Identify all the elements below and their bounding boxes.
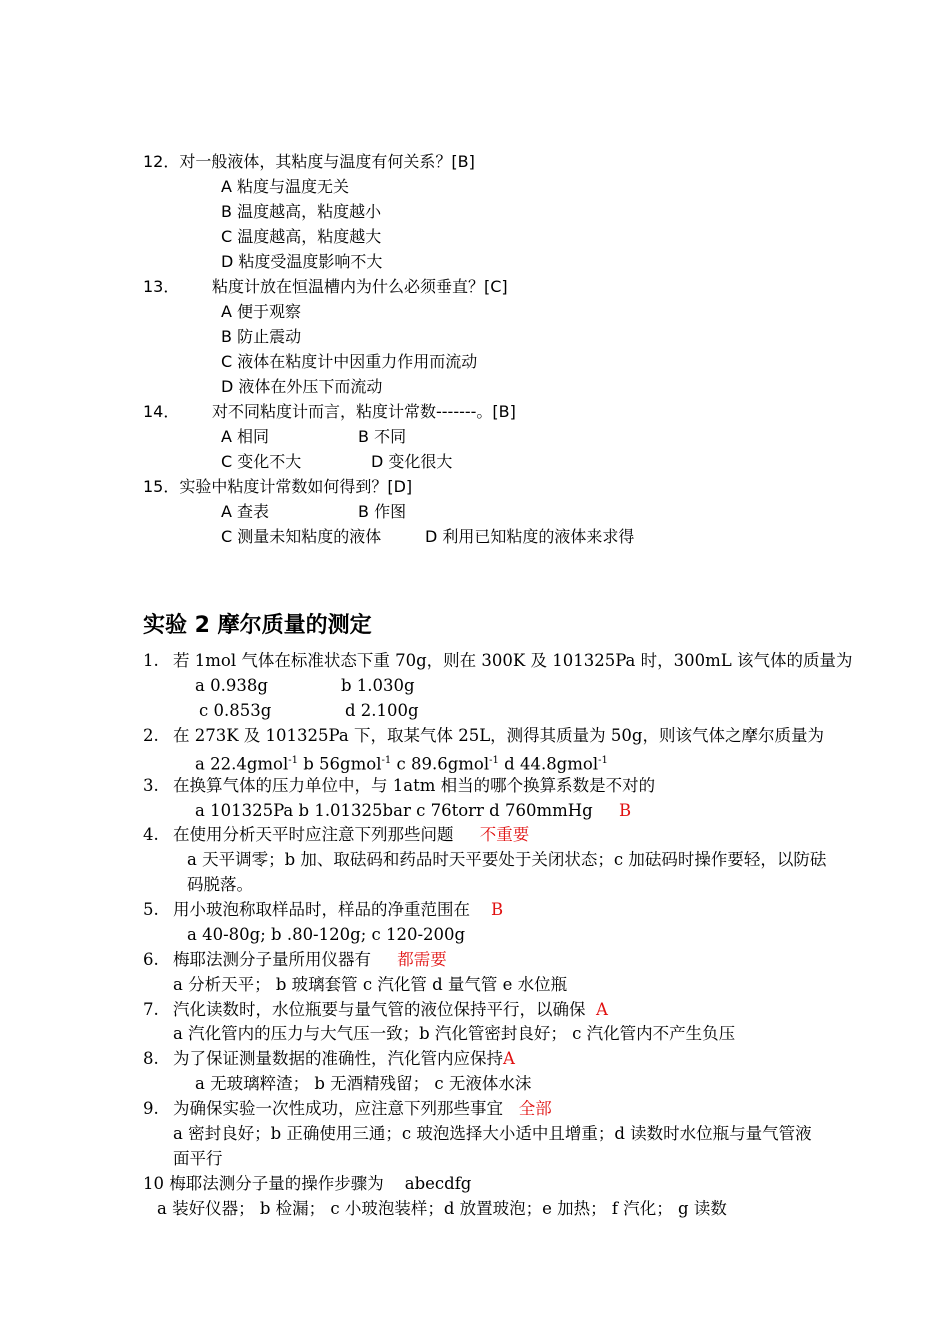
q4-stem-line bbox=[173, 824, 529, 846]
q2-option-a: a 22.4gmol bbox=[195, 754, 289, 774]
q12-option-d: D 粘度受温度影响不大 bbox=[221, 252, 383, 271]
q12-option-b: B 温度越高，粘度越小 bbox=[221, 202, 382, 221]
q2-option-d: d 44.8gmol bbox=[504, 754, 599, 774]
q2-number: 2. bbox=[143, 726, 159, 745]
q1-option-d: d 2.100g bbox=[345, 701, 419, 720]
q2-option-d-exponent: -1 bbox=[598, 755, 608, 766]
q13-option-d: D 液体在外压下而流动 bbox=[221, 377, 383, 396]
q2-stem: 在 273K 及 101325Pa 下，取某气体 25L，测得其质量为 50g，则该气体之摩尔质量为 bbox=[173, 726, 824, 745]
q14-option-d: D 变化很大 bbox=[371, 452, 453, 471]
q6-stem: 梅耶法测分子量所用仪器有 bbox=[173, 950, 371, 969]
q4-answer: 不重要 bbox=[479, 825, 530, 844]
q8-number: 8. bbox=[143, 1049, 159, 1068]
q9-options-line1: a 密封良好；b 正确使用三通；c 玻泡选择大小适中且增重；d 读数时水位瓶与量气管液 bbox=[173, 1124, 812, 1143]
q15-option-a: A 查表 bbox=[221, 502, 270, 521]
q5-options: a 40-80g; b .80-120g; c 120-200g bbox=[187, 925, 466, 944]
q13-stem: 粘度计放在恒温槽内为什么必须垂直？[C] bbox=[212, 277, 508, 296]
section-title: 实验 2 摩尔质量的测定 bbox=[143, 613, 372, 638]
q6-answer: 都需要 bbox=[397, 950, 447, 969]
q12-stem: 12．对一般液体，其粘度与温度有何关系？[B] bbox=[143, 152, 475, 171]
q6-options: a 分析天平； b 玻璃套管 c 汽化管 d 量气管 e 水位瓶 bbox=[173, 975, 568, 994]
q15-option-c: C 测量未知粘度的液体 bbox=[221, 527, 382, 546]
q10-stem: 10 梅耶法测分子量的操作步骤为 bbox=[143, 1174, 384, 1193]
q1-option-c: c 0.853g bbox=[199, 701, 272, 720]
q5-stem-line bbox=[173, 899, 503, 921]
q4-options-line1: a 天平调零；b 加、取砝码和药品时天平要处于关闭状态；c 加砝码时操作要轻，以防砝 bbox=[187, 850, 827, 869]
q2-option-c-exponent: -1 bbox=[489, 755, 499, 766]
q7-stem-line bbox=[173, 999, 608, 1021]
q5-number: 5. bbox=[143, 900, 159, 919]
q13-option-a: A 便于观察 bbox=[221, 302, 302, 321]
q7-options: a 汽化管内的压力与大气压一致；b 汽化管密封良好； c 汽化管内不产生负压 bbox=[173, 1024, 736, 1043]
q1-stem: 若 1mol 气体在标准状态下重 70g，则在 300K 及 101325Pa 时，300mL 该气体的质量为 bbox=[173, 651, 853, 670]
q10-options: a 装好仪器； b 检漏； c 小玻泡装样；d 放置玻泡；e 加热； f 汽化； g 读数 bbox=[157, 1199, 727, 1218]
q4-stem: 在使用分析天平时应注意下列那些问题 bbox=[173, 825, 454, 844]
q9-stem: 为确保实验一次性成功，应注意下列那些事宜 bbox=[173, 1099, 503, 1118]
q6-number: 6. bbox=[143, 950, 159, 969]
q15-stem: 15．实验中粘度计常数如何得到？[D] bbox=[143, 477, 413, 496]
q1-option-b: b 1.030g bbox=[341, 676, 415, 695]
q9-options-line2: 面平行 bbox=[173, 1149, 223, 1168]
q14-stem: 对不同粘度计而言，粘度计常数-------。[B] bbox=[212, 402, 516, 421]
q8-stem-line bbox=[173, 1048, 515, 1070]
q5-answer: B bbox=[490, 900, 504, 919]
q9-stem-line bbox=[173, 1098, 552, 1120]
q2-option-c: c 89.6gmol bbox=[396, 754, 490, 774]
q1-number: 1. bbox=[143, 651, 159, 670]
q8-answer: A bbox=[503, 1049, 515, 1068]
q4-options-line2: 码脱落。 bbox=[187, 875, 253, 894]
q14-option-c: C 变化不大 bbox=[221, 452, 302, 471]
q10-answer: abecdfg bbox=[404, 1174, 472, 1193]
q14-option-a: A 相同 bbox=[221, 427, 270, 446]
q12-option-c: C 温度越高，粘度越大 bbox=[221, 227, 382, 246]
q5-stem: 用小玻泡称取样品时，样品的净重范围在 bbox=[173, 900, 470, 919]
q3-answer: B bbox=[618, 801, 632, 820]
q3-stem: 在换算气体的压力单位中，与 1atm 相当的哪个换算系数是不对的 bbox=[173, 776, 656, 795]
q1-option-a: a 0.938g bbox=[195, 676, 268, 695]
q15-option-b: B 作图 bbox=[358, 502, 407, 521]
q2-option-a-exponent: -1 bbox=[288, 755, 298, 766]
q13-option-c: C 液体在粘度计中因重力作用而流动 bbox=[221, 352, 478, 371]
q9-answer: 全部 bbox=[518, 1099, 552, 1118]
q13-option-b: B 防止震动 bbox=[221, 327, 302, 346]
q3-number: 3. bbox=[143, 776, 159, 795]
q14-number: 14． bbox=[143, 402, 180, 421]
q15-option-d: D 利用已知粘度的液体来求得 bbox=[425, 527, 635, 546]
q8-options: a 无玻璃粹渣； b 无酒精残留； c 无液体水沫 bbox=[195, 1074, 532, 1093]
q4-number: 4. bbox=[143, 825, 159, 844]
q7-stem: 汽化读数时，水位瓶要与量气管的液位保持平行，以确保 bbox=[173, 1000, 586, 1019]
q10-stem-line bbox=[143, 1173, 471, 1195]
q3-options: a 101325Pa b 1.01325bar c 76torr d 760mmHg bbox=[195, 801, 593, 820]
q12-option-a: A 粘度与温度无关 bbox=[221, 177, 350, 196]
q14-option-b: B 不同 bbox=[358, 427, 407, 446]
q13-number: 13． bbox=[143, 277, 180, 296]
q2-option-b-exponent: -1 bbox=[381, 755, 392, 766]
q3-options-line bbox=[195, 800, 631, 822]
q8-stem: 为了保证测量数据的准确性，汽化管内应保持 bbox=[173, 1049, 503, 1068]
q9-number: 9. bbox=[143, 1099, 159, 1118]
q7-answer: A bbox=[596, 1000, 608, 1019]
q7-number: 7. bbox=[143, 1000, 159, 1019]
q2-options bbox=[195, 750, 608, 776]
q6-stem-line bbox=[173, 949, 447, 971]
q2-option-b: b 56gmol bbox=[303, 754, 382, 774]
